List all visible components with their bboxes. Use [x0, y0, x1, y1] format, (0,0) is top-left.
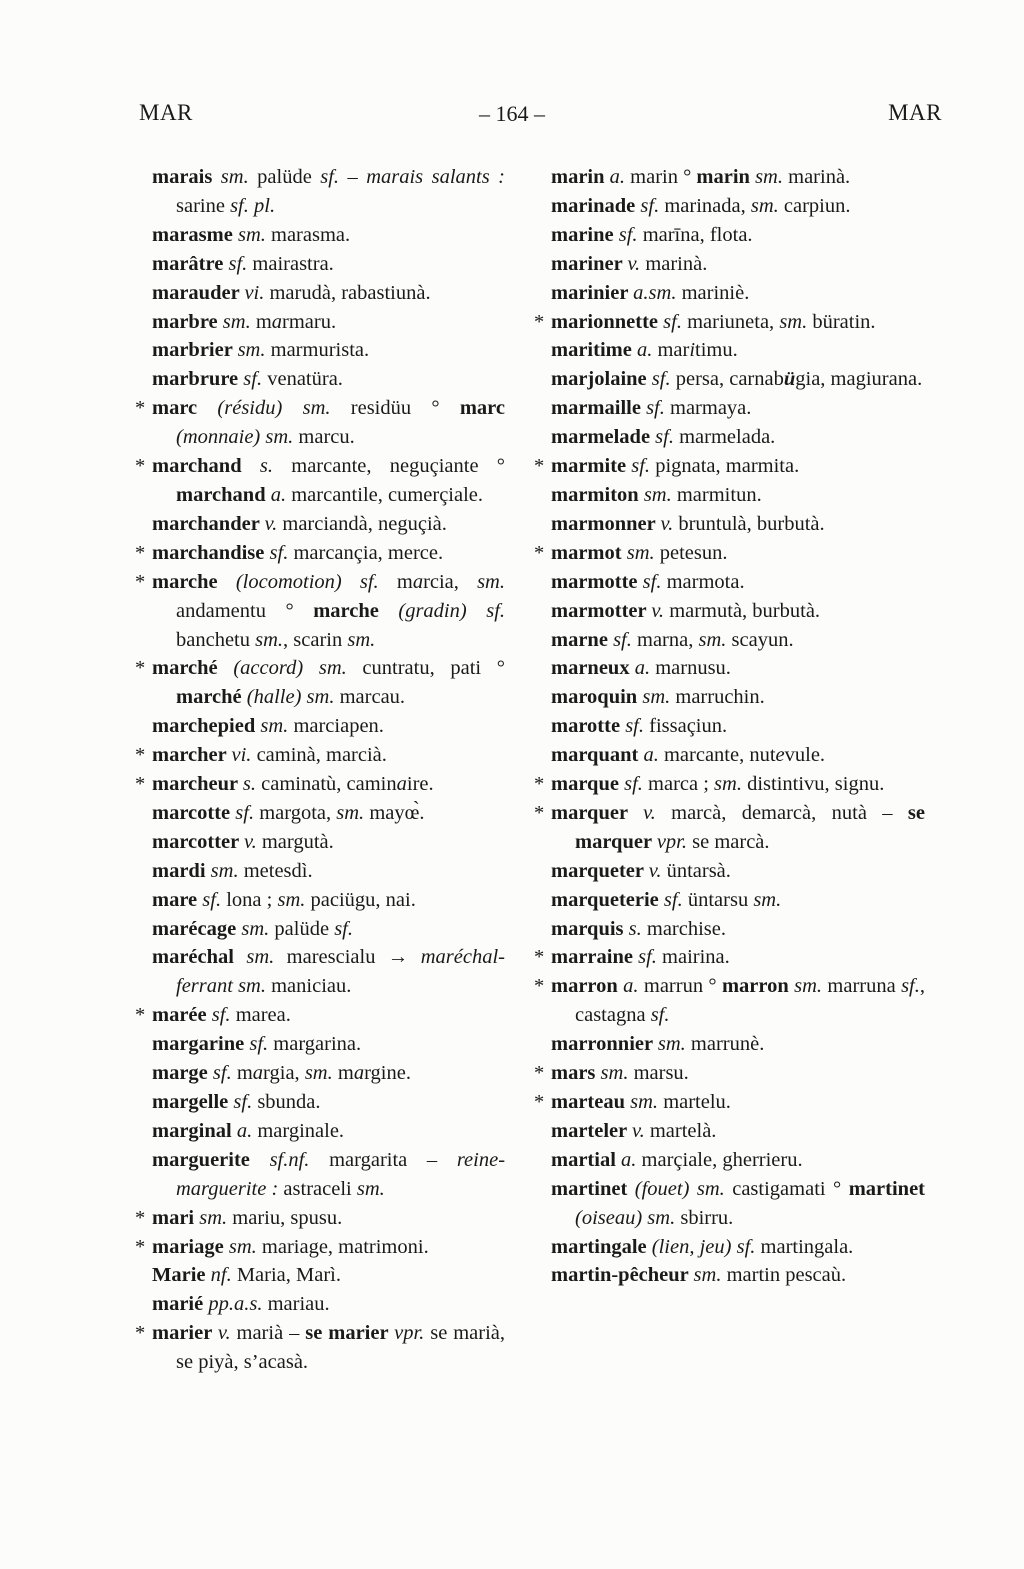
headword: margelle — [152, 1091, 234, 1113]
italic-text: sm. — [260, 715, 294, 738]
italic-text: sm. — [642, 686, 676, 709]
dictionary-entry: * marche (locomotion) sf. marcia, sm. andamentu ° marche (gradin) sf. banchetu sm., scarin sm. — [152, 568, 505, 655]
dictionary-entry: * marée sf. marea. — [152, 1001, 505, 1030]
headword: marmiton — [551, 483, 644, 506]
dictionary-entry: * marcheur s. caminatù, caminaire. — [152, 770, 505, 799]
dictionary-entry: * marcher vi. caminà, marcià. — [152, 741, 505, 770]
dictionary-entry: marne sf. marna, sm. scayun. — [551, 628, 794, 651]
dictionary-entry: marmaille sf. marmaya. — [551, 397, 752, 420]
headword: marneux — [551, 657, 635, 680]
italic-text: v. — [660, 512, 679, 535]
italic-text: sm. — [347, 628, 376, 651]
italic-text: a. — [636, 339, 658, 362]
italic-text: a — [396, 773, 407, 796]
right-column — [534, 163, 925, 1290]
dictionary-entry: martinet (fouet) sm. castigamati ° martinet (oiseau) sm. sbirru. — [551, 1177, 925, 1229]
dictionary-entry: * marron a. marrun ° marron sm. marruna sf., castagna sf. — [551, 972, 925, 1030]
italic-text: i — [689, 339, 696, 362]
dictionary-entry: maritime a. maritimu. — [551, 339, 738, 362]
headword: marquis — [551, 917, 629, 940]
headword: mars — [551, 1062, 601, 1085]
italic-text: sf. — [249, 1033, 274, 1056]
headword: marbrier — [152, 339, 238, 362]
dictionary-entry: Marie nf. Maria, Marì. — [152, 1264, 341, 1287]
italic-text: sm. — [755, 166, 789, 188]
italic-text: (monnaie) sm. — [176, 426, 299, 449]
dictionary-entry: mare sf. lona ; sm. paciügu, nai. — [152, 888, 416, 911]
italic-text: sm. — [277, 888, 311, 911]
dictionary-entry: marmotter v. marmutà, burbutà. — [551, 599, 821, 622]
dictionary-entry: margarine sf. margarina. — [152, 1033, 362, 1056]
headword: marais — [152, 166, 221, 188]
italic-text: sm. — [210, 859, 244, 882]
italic-text: sm. — [698, 628, 732, 651]
italic-text: sf. — [202, 888, 227, 911]
headword: marié — [152, 1293, 209, 1316]
dictionary-entry: * marteau sm. martelu. — [551, 1088, 925, 1117]
italic-text: a. — [634, 657, 656, 680]
headword: marge — [152, 1062, 213, 1085]
italic-text: v. — [651, 599, 670, 622]
dictionary-entry: marge sf. margia, sm. margine. — [152, 1062, 411, 1085]
headword: marcotte — [152, 801, 236, 824]
headword: marmonner — [551, 512, 661, 535]
headword: marchandise — [152, 541, 270, 564]
italic-text: (résidu) sm. — [217, 397, 351, 420]
dictionary-entry: * marquer v. marcà, demarcà, nutà – se marquer vpr. se marcà. — [551, 799, 925, 857]
italic-text: sf. — [613, 628, 637, 651]
headword: marmite — [551, 455, 632, 478]
dictionary-entry: marauder vi. marudà, rabastiunà. — [152, 281, 431, 304]
dictionary-entry: marmotte sf. marmota. — [551, 570, 745, 593]
italic-text: (oiseau) sm. — [575, 1206, 681, 1229]
headword: marqueter — [551, 859, 649, 882]
italic-text: sm. — [753, 888, 782, 911]
dictionary-entry: marinier a.sm. mariniè. — [551, 281, 750, 304]
dictionary-entry: marmelade sf. marmelada. — [551, 426, 776, 449]
italic-text: sf. — [655, 426, 680, 449]
headword: marin — [551, 166, 610, 188]
headword: marjolaine — [551, 368, 652, 391]
homonym-asterisk: * — [135, 397, 146, 420]
headword: martinet — [551, 1177, 635, 1200]
dictionary-entry: mardi sm. metesdì. — [152, 859, 313, 882]
dictionary-entry: marteler v. martelà. — [551, 1119, 717, 1142]
italic-text: sm. — [246, 946, 287, 969]
headword: marronnier — [551, 1033, 658, 1056]
headword: marier — [152, 1322, 218, 1345]
italic-text: sf. — [640, 194, 665, 217]
headword: marchepied — [152, 715, 261, 738]
text-columns — [135, 163, 925, 1377]
dictionary-entry: marqueterie sf. üntarsu sm. — [551, 888, 782, 911]
dictionary-entry: marâtre sf. mairastra. — [152, 252, 334, 275]
italic-text: a — [271, 310, 283, 333]
dictionary-entry: marquant a. marcante, nutevule. — [551, 744, 826, 767]
homonym-asterisk: * — [534, 801, 545, 824]
dictionary-entry: marbrure sf. venatüra. — [152, 368, 343, 391]
dictionary-entry: marqueter v. üntarsà. — [551, 859, 731, 882]
italic-text: v. — [643, 801, 672, 824]
homonym-asterisk: * — [135, 1235, 146, 1258]
headword: marqueterie — [551, 888, 664, 911]
header-guideword-left: MAR — [139, 100, 193, 125]
italic-text: v. — [244, 830, 262, 853]
italic-text: v. — [632, 1119, 650, 1142]
headword: martingale — [551, 1235, 652, 1258]
headword: marché — [152, 657, 234, 680]
italic-text: vpr. — [394, 1322, 431, 1345]
dictionary-entry: * marc (résidu) sm. residüu ° marc (monnaie) sm. marcu. — [152, 394, 505, 452]
italic-text: sf. — [618, 223, 643, 246]
italic-text: sf. — [638, 946, 663, 969]
italic-text: sm. — [714, 773, 748, 796]
headword: marinade — [551, 194, 641, 217]
headword: marne — [551, 628, 614, 651]
dictionary-entry: * marraine sf. mairina. — [551, 943, 925, 972]
dictionary-entry: marginal a. marginale. — [152, 1119, 345, 1142]
dictionary-entry: * marier v. marià – se marier vpr. se marià, se piyà, s’acasà. — [152, 1319, 505, 1377]
italic-text: sf. — [642, 570, 667, 593]
headword: maréchal — [152, 946, 247, 969]
italic-text: sf. — [320, 166, 348, 188]
homonym-asterisk: * — [135, 744, 146, 767]
headword: mardi — [152, 859, 211, 882]
dictionary-entry: marbre sm. marmaru. — [152, 310, 337, 333]
italic-text: sm. — [630, 1091, 664, 1113]
headword: marée — [152, 1004, 212, 1027]
homonym-asterisk: * — [534, 773, 545, 796]
headword: marmot — [551, 541, 627, 564]
headword: marcheur — [152, 773, 243, 796]
italic-text: a. — [621, 1148, 642, 1171]
headword: marteler — [551, 1119, 632, 1142]
headword: marche — [313, 599, 399, 622]
italic-text: sm. — [336, 801, 370, 824]
homonym-asterisk: * — [534, 946, 545, 969]
homonym-asterisk: * — [534, 1091, 545, 1113]
dictionary-entry: marais sm. palüde sf. – marais salants : sarine sf. pl. — [152, 166, 505, 217]
italic-text: a. — [643, 744, 664, 767]
italic-text: sf. pl. — [230, 194, 276, 217]
headword: martinet — [848, 1177, 925, 1200]
dictionary-entry: marbrier sm. marmurista. — [152, 339, 370, 362]
dictionary-entry: * marionnette sf. mariuneta, sm. büratin. — [551, 308, 925, 337]
headword: marcotter — [152, 830, 245, 853]
dictionary-entry: marinade sf. marinada, sm. carpiun. — [551, 194, 851, 217]
headword: marc — [459, 397, 505, 420]
headword: marquant — [551, 744, 644, 767]
italic-text: s. — [259, 455, 292, 478]
italic-text: vi. — [231, 744, 257, 767]
italic-text: sm. — [237, 223, 272, 246]
italic-text: sf. — [663, 310, 688, 333]
dictionary-entry: marmonner v. bruntulà, burbutà. — [551, 512, 825, 535]
italic-text: sf. — [211, 1004, 236, 1027]
headword: marmotter — [551, 599, 652, 622]
dictionary-entry: * marchandise sf. marcançia, merce. — [152, 539, 505, 568]
dictionary-entry: margelle sf. sbunda. — [152, 1091, 321, 1113]
dictionary-entry: marchander v. marciandà, neguçià. — [152, 512, 447, 535]
italic-text: s. — [628, 917, 647, 940]
headword: marmelade — [551, 426, 656, 449]
italic-text: sf. — [334, 917, 353, 940]
dictionary-entry: marin a. marin ° marin sm. marinà. — [551, 166, 851, 188]
dictionary-entry: marotte sf. fissaçiun. — [551, 715, 728, 738]
italic-text: maréchal-ferrant sm. — [176, 946, 505, 998]
italic-text: sf. — [624, 773, 649, 796]
headword: marionnette — [551, 310, 664, 333]
homonym-asterisk: * — [135, 570, 146, 593]
italic-text: sm. — [199, 1206, 233, 1229]
dictionary-entry: marneux a. marnusu. — [551, 657, 731, 680]
italic-text: sm. — [255, 628, 284, 651]
italic-text: sf. — [650, 1004, 670, 1027]
dictionary-entry: marguerite sf.nf. margarita – reine-marguerite : astraceli sm. — [152, 1148, 506, 1200]
italic-text: sm. — [600, 1062, 634, 1085]
italic-text: a. — [270, 483, 292, 506]
headword: marine — [551, 223, 619, 246]
homonym-asterisk: * — [135, 1004, 146, 1027]
italic-text: v. — [217, 1322, 237, 1345]
italic-text: sm. — [222, 310, 256, 333]
headword: se marier — [305, 1322, 395, 1345]
dictionary-entry: * mari sm. mariu, spusu. — [152, 1204, 505, 1233]
italic-text: a — [252, 1062, 264, 1085]
italic-text: (halle) sm. — [246, 686, 340, 709]
homonym-asterisk: * — [135, 541, 146, 564]
dictionary-entry: marchepied sm. marciapen. — [152, 715, 384, 738]
dictionary-entry: * mars sm. marsu. — [551, 1059, 925, 1088]
dictionary-entry: marine sf. marīna, flota. — [551, 223, 753, 246]
italic-text: sm. — [794, 975, 828, 998]
headword: martial — [551, 1148, 622, 1171]
italic-text: sm. — [356, 1177, 385, 1200]
headword: marteau — [551, 1091, 631, 1113]
dictionary-entry: marécage sm. palüde sf. — [152, 917, 353, 940]
italic-text: sm. — [693, 1264, 727, 1287]
italic-text: sf. — [625, 715, 650, 738]
italic-text: sf.nf. — [269, 1148, 330, 1171]
italic-text: sf. — [651, 368, 676, 391]
italic-text: sf. — [663, 888, 688, 911]
headword: marginal — [152, 1119, 237, 1142]
italic-text: sm. — [477, 570, 505, 593]
headword: margarine — [152, 1033, 250, 1056]
headword: marchand — [152, 455, 260, 478]
dictionary-entry: * marque sf. marca ; sm. distintivu, signu. — [551, 770, 925, 799]
dictionary-entry: marasme sm. marasma. — [152, 223, 351, 246]
homonym-asterisk: * — [534, 541, 545, 564]
italic-text: v. — [648, 859, 667, 882]
headword: marmotte — [551, 570, 643, 593]
italic-text: sf. — [212, 1062, 237, 1085]
headword: marquer — [551, 801, 644, 824]
homonym-asterisk: * — [534, 455, 545, 478]
headword: marin — [696, 166, 756, 188]
headword: marc — [152, 397, 218, 420]
italic-text: a. — [623, 975, 644, 998]
homonym-asterisk: * — [135, 1322, 146, 1345]
headword: mariner — [551, 252, 628, 275]
italic-text: vpr. — [656, 830, 693, 853]
dictionary-entry: * marchand s. marcante, neguçiante ° marchand a. marcantile, cumerçiale. — [152, 452, 505, 510]
headword: marraine — [551, 946, 639, 969]
headword: Marie — [152, 1264, 211, 1287]
headword: mare — [152, 888, 203, 911]
italic-text: sm. — [228, 1235, 262, 1258]
italic-text: sf. — [901, 975, 920, 998]
dictionary-entry: marcotter v. margutà. — [152, 830, 334, 853]
italic-text: vi. — [244, 281, 270, 304]
headword: martin-pêcheur — [551, 1264, 694, 1287]
italic-text: sm. — [657, 1033, 691, 1056]
italic-text: sf. — [233, 1091, 258, 1113]
italic-text: (fouet) sm. — [634, 1177, 733, 1200]
italic-text: sm. — [237, 339, 271, 362]
italic-text: e — [775, 744, 785, 767]
italic-text: sm. — [779, 310, 813, 333]
headword: marque — [551, 773, 625, 796]
headword: marauder — [152, 281, 245, 304]
italic-text: sf. — [228, 252, 253, 275]
headword: marâtre — [152, 252, 229, 275]
homonym-asterisk: * — [534, 1062, 545, 1085]
italic-text: (accord) sm. — [233, 657, 363, 680]
italic-text: sm. — [241, 917, 275, 940]
headword: se marquer — [575, 801, 925, 853]
headword: marbre — [152, 310, 223, 333]
italic-text: a.sm. — [633, 281, 682, 304]
headword: marotte — [551, 715, 626, 738]
headword: marchander — [152, 512, 265, 535]
dictionary-entry: marjolaine sf. persa, carnabügia, magiurana. — [551, 368, 923, 391]
stressed-vowel — [784, 368, 795, 390]
dictionary-entry: martial a. marçiale, gherrieru. — [551, 1148, 803, 1171]
left-column — [135, 163, 506, 1377]
dictionary-entry: * mariage sm. mariage, matrimoni. — [152, 1233, 505, 1262]
dictionary-entry: marié pp.a.s. mariau. — [152, 1293, 330, 1316]
dictionary-entry: mariner v. marinà. — [551, 252, 708, 275]
italic-text: reine-marguerite : — [176, 1148, 506, 1200]
headword: marcher — [152, 744, 232, 767]
homonym-asterisk: * — [135, 657, 146, 680]
dictionary-entry: marronnier sm. marrunè. — [551, 1033, 765, 1056]
italic-text: sf. — [243, 368, 268, 391]
dictionary-entry: maroquin sm. marruchin. — [551, 686, 765, 709]
headword: marche — [152, 570, 236, 593]
italic-text: sm. — [304, 1062, 338, 1085]
homonym-asterisk: * — [135, 455, 146, 478]
header-guideword-right: MAR — [888, 100, 942, 125]
dictionary-entry: * marmot sm. petesun. — [551, 539, 925, 568]
italic-text: sf. — [646, 397, 671, 420]
headword: marché — [176, 686, 247, 709]
italic-text: (locomotion) sf. — [235, 570, 397, 593]
homonym-asterisk: * — [534, 975, 545, 998]
dictionary-entry: martingale (lien, jeu) sf. martingala. — [551, 1235, 854, 1258]
homonym-asterisk: * — [534, 310, 545, 333]
headword: marron — [721, 975, 795, 998]
italic-text: nf. — [210, 1264, 237, 1287]
italic-text: a — [412, 570, 424, 593]
italic-text: v. — [264, 512, 283, 535]
italic-text: sm. — [643, 483, 677, 506]
headword: marguerite — [152, 1148, 270, 1171]
dictionary-entry: martin-pêcheur sm. martin pescaù. — [551, 1264, 847, 1287]
italic-text: sm. — [750, 194, 784, 217]
headword: mariage — [152, 1235, 229, 1258]
page-number: – 164 – — [479, 101, 545, 126]
dictionary-entry: maréchal sm. marescialu → maréchal-ferrant sm. maniciau. — [152, 946, 505, 998]
headword: marécage — [152, 917, 242, 940]
italic-text: pp.a.s. — [208, 1293, 268, 1316]
italic-text: a. — [236, 1119, 258, 1142]
italic-text: a — [353, 1062, 365, 1085]
italic-text: v. — [627, 252, 646, 275]
italic-text: (gradin) sf. — [398, 599, 506, 622]
dictionary-entry: marquis s. marchise. — [551, 917, 727, 940]
headword: marinier — [551, 281, 634, 304]
italic-text: sf. — [631, 455, 656, 478]
headword: marron — [551, 975, 624, 998]
italic-text: a. — [609, 166, 631, 188]
italic-text: sf. — [269, 541, 294, 564]
headword: marbrure — [152, 368, 244, 391]
italic-text: sm. — [220, 166, 258, 188]
headword: maritime — [551, 339, 637, 362]
headword: marmaille — [551, 397, 647, 420]
dictionary-entry: * marmite sf. pignata, marmita. — [551, 452, 925, 481]
headword: mari — [152, 1206, 200, 1229]
headword: marasme — [152, 223, 238, 246]
italic-text: s. — [242, 773, 262, 796]
italic-text: marais salants : — [366, 166, 505, 188]
italic-text: (lien, jeu) sf. — [651, 1235, 761, 1258]
dictionary-entry: marcotte sf. margota, sm. mayœ̀. — [152, 801, 425, 824]
homonym-asterisk: * — [135, 773, 146, 796]
headword: marchand — [176, 483, 271, 506]
homonym-asterisk: * — [135, 1206, 146, 1229]
dictionary-entry: marmiton sm. marmitun. — [551, 483, 762, 506]
italic-text: sm. — [626, 541, 660, 564]
headword: maroquin — [551, 686, 643, 709]
stressed-vowel: ü — [783, 368, 796, 391]
dictionary-entry: * marché (accord) sm. cuntratu, pati ° marché (halle) sm. marcau. — [152, 654, 505, 712]
italic-text: sf. — [235, 801, 260, 824]
